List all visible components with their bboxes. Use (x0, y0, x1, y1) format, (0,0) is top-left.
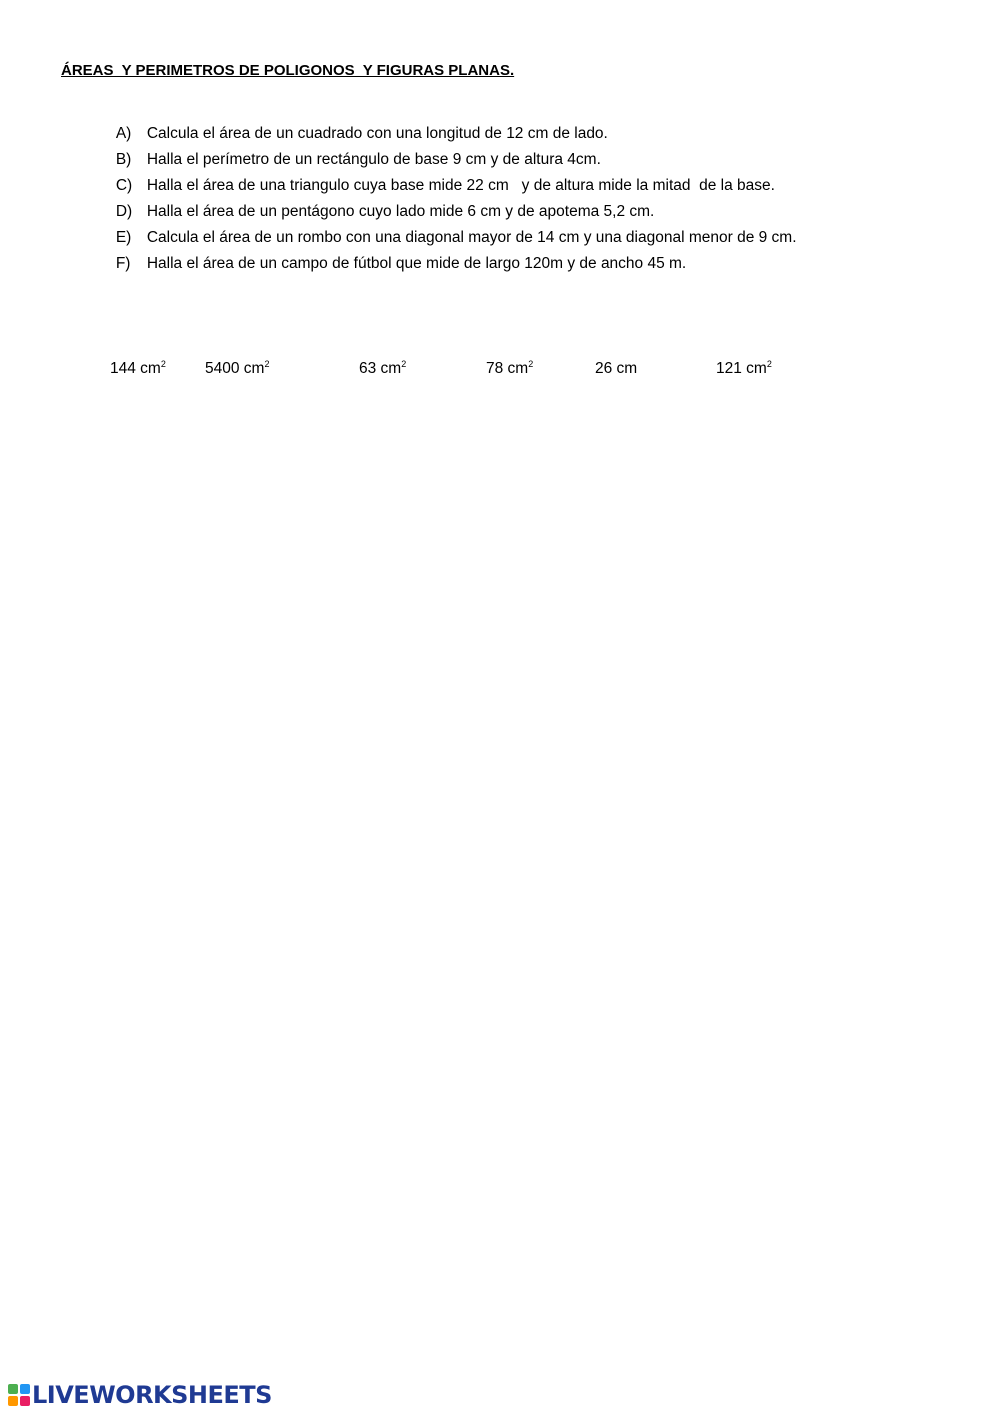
answer-option[interactable] (716, 360, 772, 378)
question-text: Halla el área de una triangulo cuya base mide 22 cm y de altura mide la mitad de la base. (146, 177, 775, 194)
answer-exponent: 2 (264, 359, 270, 369)
question-list (90, 104, 797, 272)
answer-exponent: 2 (528, 359, 534, 369)
liveworksheets-logo (8, 1381, 272, 1409)
question-item (90, 182, 797, 220)
answer-option[interactable] (205, 360, 269, 378)
answer-option[interactable] (595, 360, 637, 378)
logo-text: LIVEWORKSHEETS (32, 1381, 272, 1409)
question-text: Halla el perímetro de un rectángulo de base 9 cm y de altura 4cm. (146, 151, 601, 168)
answer-value: 63 cm (359, 360, 402, 377)
logo-mark-tile (20, 1396, 30, 1406)
answer-bank (0, 360, 1000, 384)
answer-value: 78 cm (486, 360, 529, 377)
question-text: Halla el área de un campo de fútbol que mide de largo 120m y de ancho 45 m. (146, 255, 687, 272)
answer-option[interactable] (486, 360, 533, 378)
worksheet-title: ÁREAS Y PERIMETROS DE POLIGONOS Y FIGURAS PLANAS. (61, 62, 515, 79)
answer-value: 121 cm (716, 360, 767, 377)
answer-option[interactable] (110, 360, 166, 378)
answer-exponent: 2 (766, 359, 772, 369)
answer-value: 144 cm (110, 360, 161, 377)
answer-value: 5400 cm (205, 360, 265, 377)
logo-mark-tile (20, 1384, 30, 1394)
question-letter: D) (115, 203, 133, 220)
question-item (90, 104, 797, 142)
question-letter: E) (115, 229, 132, 246)
question-item (90, 156, 797, 194)
question-item (90, 208, 797, 246)
logo-mark-tile (8, 1396, 18, 1406)
answer-option[interactable] (359, 360, 406, 378)
question-letter: F) (115, 255, 131, 272)
question-letter: B) (115, 151, 132, 168)
question-text: Calcula el área de un cuadrado con una longitud de 12 cm de lado. (146, 125, 608, 142)
answer-value: 26 cm (595, 360, 638, 377)
question-text: Calcula el área de un rombo con una diagonal mayor de 14 cm y una diagonal menor de 9 cm. (146, 229, 797, 246)
question-letter: A) (115, 125, 132, 142)
logo-mark-icon (8, 1384, 30, 1406)
answer-exponent: 2 (160, 359, 166, 369)
question-item (90, 130, 797, 168)
question-item (90, 234, 797, 272)
question-letter: C) (115, 177, 133, 194)
question-text: Halla el área de un pentágono cuyo lado mide 6 cm y de apotema 5,2 cm. (146, 203, 655, 220)
answer-exponent: 2 (401, 359, 407, 369)
logo-mark-tile (8, 1384, 18, 1394)
